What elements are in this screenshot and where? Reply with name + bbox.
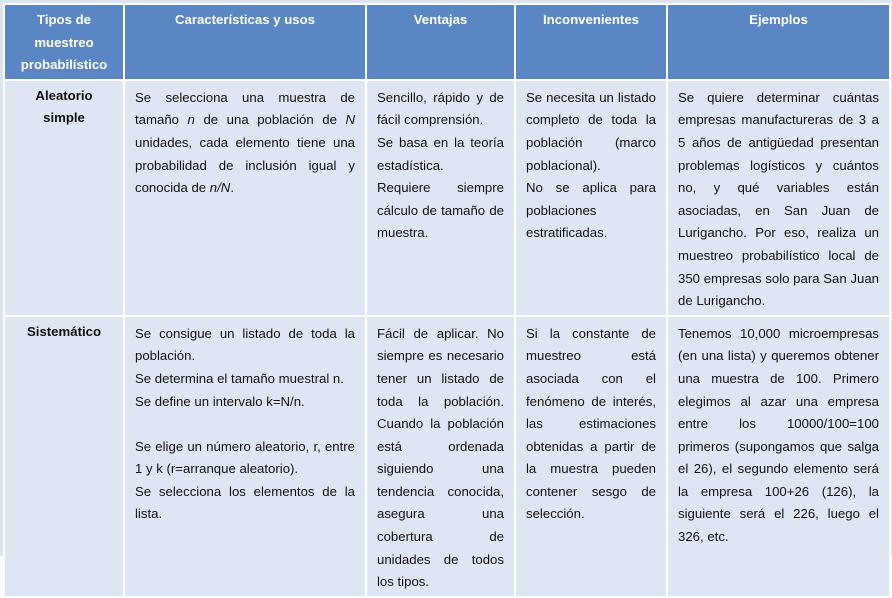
row-type-label: Sistemático bbox=[4, 316, 124, 597]
header-tipos: Tipos de muestreo probabilístico bbox=[4, 4, 124, 80]
table-row bbox=[4, 80, 890, 316]
table-header-row bbox=[4, 4, 890, 80]
header-ejemplos: Ejemplos bbox=[667, 4, 890, 80]
header-inconvenientes: Inconvenientes bbox=[515, 4, 667, 80]
cell-caracteristicas: Se selecciona una muestra de tamaño n de una población de N unidades, cada elemento tiene una probabilidad de inclusión igual y conocida de n/N. bbox=[124, 80, 366, 316]
cell-inconvenientes: Si la constante de muestreo está asociada con el fenómeno de interés, las estimaciones obtenidas a partir de la muestra pueden contener sesgo de selección. bbox=[515, 316, 667, 597]
cell-ejemplos: Tenemos 10,000 microempresas (en una lista) y queremos obtener una muestra de 100. Primero elegimos al azar una empresa entre los 10000/100=100 primeros (supongamos que salga el 26), el segundo elemento será la empresa 100+26 (126), la siguiente será el 226, luego el 326, etc. bbox=[667, 316, 890, 597]
cell-caracteristicas: Se consigue un listado de toda la población. Se determina el tamaño muestral n. Se define un intervalo k=N/n. Se elige un número aleatorio, r, entre 1 y k (r=arranque aleatorio). Se selecciona los elementos de la lista. bbox=[124, 316, 366, 597]
cell-ventajas: Sencillo, rápido y de fácil comprensión. Se basa en la teoría estadística. Requiere siempre cálculo de tamaño de muestra. bbox=[366, 80, 515, 316]
table-row bbox=[4, 316, 890, 597]
sampling-types-table bbox=[3, 3, 891, 598]
row-type-label: Aleatorio simple bbox=[4, 80, 124, 316]
cell-ejemplos: Se quiere determinar cuántas empresas manufactureras de 3 a 5 años de antigüedad presentan problemas logísticos y cuántos no, y qué variables están asociadas, en San Juan de Lurigancho. Por eso, realiza un muestreo probabilístico local de 350 empresas solo para San Juan de Lurigancho. bbox=[667, 80, 890, 316]
cell-inconvenientes: Se necesita un listado completo de toda la población (marco poblacional). No se aplica para poblaciones estratificadas. bbox=[515, 80, 667, 316]
header-caracteristicas: Características y usos bbox=[124, 4, 366, 80]
cell-ventajas: Fácil de aplicar. No siempre es necesario tener un listado de toda la población. Cuando la población está ordenada siguiendo una tendencia conocida, asegura una cobertura de unidades de todos los tipos. bbox=[366, 316, 515, 597]
header-ventajas: Ventajas bbox=[366, 4, 515, 80]
